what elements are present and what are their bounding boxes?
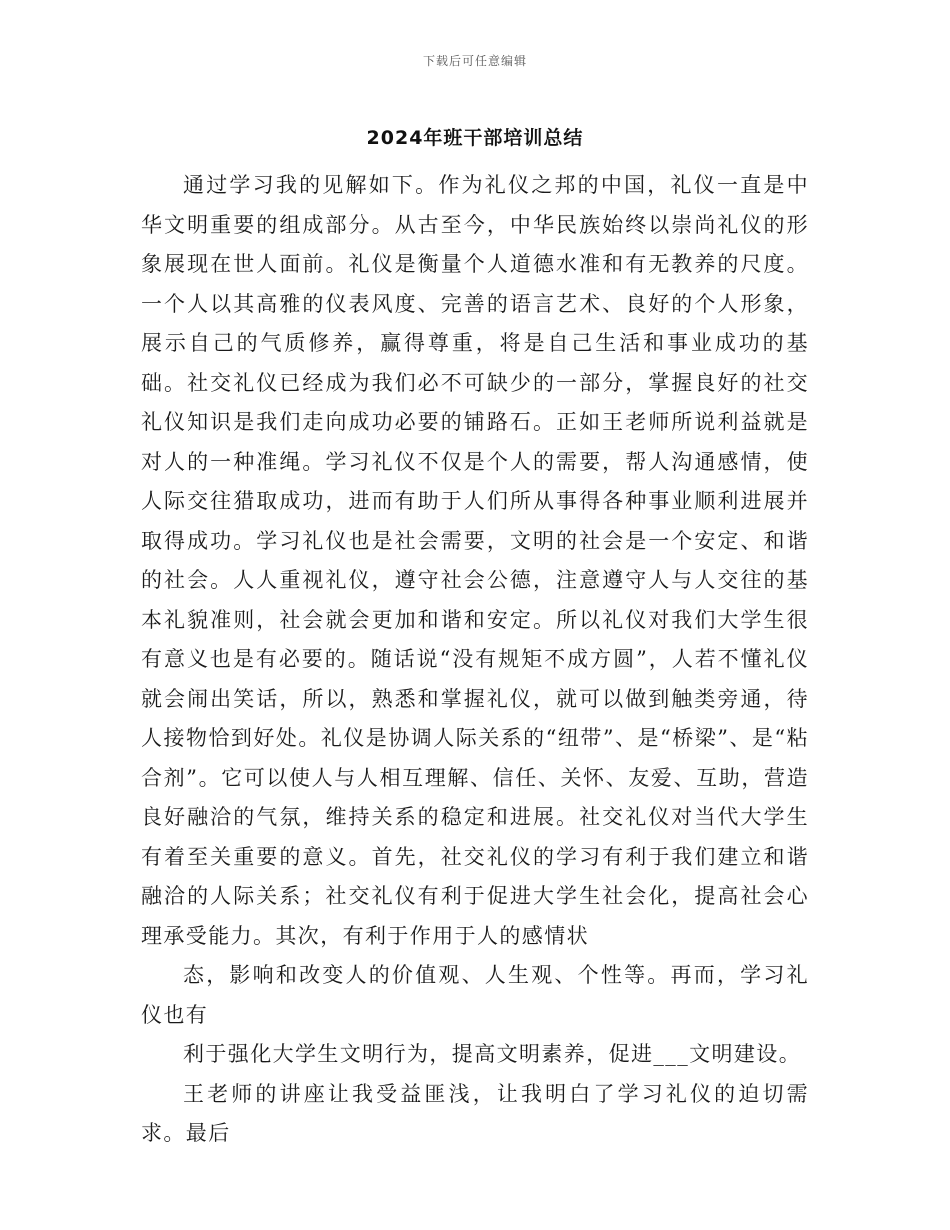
- header-note: 下载后可任意编辑: [422, 54, 527, 68]
- paragraph: 通过学习我的见解如下。作为礼仪之邦的中国，礼仪一直是中华文明重要的组成部分。从古至今，中华民族始终以崇尚礼仪的形象展现在世人面前。礼仪是衡量个人道德水准和有无教养的尺度。一个人以其高雅的仪表风度、完善的语言艺术、良好的个人形象，展示自己的气质修养，赢得尊重，将是自己生活和事业成功的基础。社交礼仪已经成为我们必不可缺少的一部分，掌握良好的社交礼仪知识是我们走向成功必要的铺路石。正如王老师所说利益就是对人的一种准绳。学习礼仪不仅是个人的需要，帮人沟通感情，使人际交往猎取成功，进而有助于人们所从事得各种事业顺利进展并取得成功。学习礼仪也是社会需要，文明的社会是一个安定、和谐的社会。人人重视礼仪，遵守社会公德，注意遵守人与人交往的基本礼貌准则，社会就会更加和谐和安定。所以礼仪对我们大学生很有意义也是有必要的。随话说“没有规矩不成方圆”，人若不懂礼仪就会闹出笑话，所以，熟悉和掌握礼仪，就可以做到触类旁通，待人接物恰到好处。礼仪是协调人际关系的“纽带”、是“桥梁”、是“粘合剂”。它可以使人与人相互理解、信任、关怀、友爱、互助，营造良好融洽的气氛，维持关系的稳定和进展。社交礼仪对当代大学生有着至关重要的意义。首先，社交礼仪的学习有利于我们建立和谐融洽的人际关系；社交礼仪有利于促进大学生社会化，提高社会心理承受能力。其次，有利于作用于人的感情状: [141, 173, 809, 948]
- document-body: [141, 166, 809, 1154]
- document-title: 2024年班干部培训总结: [366, 127, 584, 149]
- paragraph: 态，影响和改变人的价值观、人生观、个性等。再而，学习礼仪也有: [141, 963, 809, 1027]
- paragraph: 利于强化大学生文明行为，提高文明素养，促进___文明建设。: [183, 1042, 802, 1066]
- paragraph: 王老师的讲座让我受益匪浅，让我明白了学习礼仪的迫切需求。最后: [141, 1081, 809, 1145]
